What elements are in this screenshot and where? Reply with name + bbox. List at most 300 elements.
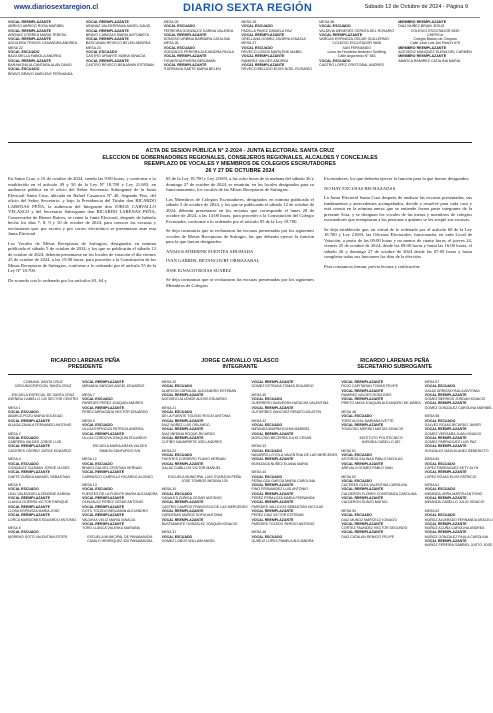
body-column: [166, 176, 314, 356]
role-label: VOCAL REEMPLAZANTE: [341, 397, 384, 402]
text-line: MESA 12: [82, 457, 97, 462]
role-label: VOCAL REEMPLAZANTE: [241, 54, 285, 59]
role-label: VOCAL REEMPLAZANTE: [341, 380, 384, 384]
signature-role: INTEGRANTE: [222, 364, 258, 371]
text-line: BAZA MELLA FABIOLA ANDREA: [8, 54, 62, 59]
text-line: La Junta Electoral Santa Cruz después de analizar las excusas presentadas, sus fundamentos y antecedentes acompañados, decide y resuelve para cada caso y está consta en la nómina anexa que se entiende forma parte integrante de la presente Acta, y se designan los vocales de las mesas y miembros de colegios escrutadores que reemplazan a las personas a quienes se les aceptó sus excusas.: [324, 195, 472, 222]
role-label: VOCAL ESCUADO: [161, 453, 193, 458]
text-line: MESA 30: [161, 487, 177, 492]
text-line: MIRANDA URRA MARTIN ANTONIO: [424, 491, 483, 496]
text-line: VALDIVIA MENESES CERNTA DEL ROSARIO: [319, 28, 395, 33]
text-line: De acuerdo con lo ordenado por los artículos 63, 64 y: [8, 277, 107, 283]
role-label: VOCAL REEMPLAZANTE: [161, 517, 204, 522]
text-line: GUTIERREZ SANCHEZ RENATO AGUSTIN: [251, 410, 322, 415]
text-line: CASTRO URIARTE MARIA IGNACIA: [85, 54, 146, 59]
text-line: GONZALEZ PEREZ CESAR ANTONIO: [82, 500, 144, 505]
text-line: CACERES OLEA VALENTINA CAROLINA: [341, 483, 408, 488]
role-label: VOCAL ESCUADO: [82, 487, 113, 492]
text-line: ALIAGA ZAVALA FERNANDO ANTONIO: [8, 422, 72, 427]
text-line: PEÑALOZA GARCIA MARIA CAROLINA: [251, 478, 315, 483]
text-line: ABRIGO ABRIGO ROSA MARIBEL: [8, 24, 65, 29]
role-label: VOCAL REEMPLAZANTE: [241, 32, 285, 37]
top-column: [8, 20, 82, 138]
role-label: VOCAL ESCUADO: [241, 24, 273, 29]
text-line: GOMEZ VERGARA JUAN IGNACIO: [424, 431, 482, 436]
role-label: VOCAL REEMPLAZANTE: [82, 470, 125, 475]
role-label: VOCAL ESCUADO: [163, 45, 196, 50]
text-line: ARENAS CORREA MARIA TERESA: [8, 32, 67, 37]
text-line: BRAVO CABEZAS MARIA ANTONIETA: [85, 32, 150, 37]
role-label: VOCAL REEMPLAZANTE: [85, 37, 129, 42]
text-line: GONZALEZ MAGUILANEZ BENEDICTO: [424, 448, 489, 453]
bottom-vocal-list: [8, 380, 493, 706]
role-label: VOCAL ESCUADO: [8, 461, 39, 466]
centered-line: IVAN GABRIEL BETANCOURT ORMAZABAL: [166, 258, 260, 263]
text-line: PEREZ ARRAGADA HECTOR EDUARDO: [82, 410, 149, 415]
text-line: Para constancia firman, previa lectura y ratificación:: [324, 263, 421, 269]
text-line: MESA 5: [8, 483, 21, 488]
role-label: VOCAL REEMPLAZANTE: [163, 54, 207, 59]
acta-title-line: 26 Y 27 DE OCTUBRE 2024: [205, 167, 275, 174]
signature: [163, 358, 318, 370]
text-line: CALDERON SUAZO MATIAS: [341, 500, 388, 505]
text-line: CACERES OSORIO JORGE EDUARDO: [8, 448, 72, 453]
acta-title-line: ACTA DE SESION PÚBLICA N° 2-2024 - JUNTA ELECTORAL SANTA CRUZ: [145, 148, 335, 154]
page-header: [0, 0, 480, 18]
text-line: ULLOA ESPINOZA PATRICIA ANDREA: [82, 427, 144, 432]
text-line: PEREZ PEÑALOZA MARIA FERNANDA: [251, 496, 315, 501]
text-line: MESA 21: [161, 405, 177, 410]
page-date: Sábado 12 de Octubre de 2024 - Página 9: [364, 4, 468, 10]
text-line: ABARCA POZO MARIA SOLEDAD: [8, 414, 63, 419]
role-label: VOCAL ESCUADO: [251, 534, 283, 539]
role-label: VOCAL REEMPLAZANTE: [82, 405, 125, 410]
text-line: AREVALO GOMEZ PABLO IVAN: [341, 465, 393, 470]
text-line: GALAZ ARRIATA PAULA ANTONIA: [424, 388, 480, 393]
text-line: MESA 46: [251, 530, 267, 535]
role-label: VOCAL REEMPLAZANTE: [341, 487, 384, 492]
role-label: VOCAL ESCUADO: [8, 435, 39, 440]
text-line: MUÑOZ ALVARADO FERNANDA ARACELI: [424, 517, 493, 522]
bottom-column: [341, 380, 420, 706]
top-column: [86, 20, 160, 138]
text-line: TORO ALVIAL MARIANA IVETTE: [341, 418, 394, 423]
acta-body: [8, 176, 472, 356]
text-line: DIAZ NUÑEZ LUIS ORLANDO: [161, 422, 210, 427]
text-line: PAREDES VALLEJOS SEBASTIAN NICOLAS: [251, 504, 324, 509]
acta-title: [8, 142, 472, 174]
signature: [317, 358, 472, 370]
role-label: VOCAL ESCUADO: [161, 491, 193, 496]
centered-line: Calle Argomedo N° 583: [337, 54, 376, 59]
centered-line: Colegio Blasco de Chepica: [413, 37, 457, 42]
role-label: VOCAL REEMPLAZANTE: [251, 405, 294, 410]
text-line: MESA 54: [341, 508, 356, 513]
text-line: DIAZ MEDINA ROQUE RICARDO: [161, 431, 215, 436]
text-line: MESA 37: [241, 41, 257, 46]
site-url[interactable]: www.diariosextaregion.cl: [14, 4, 99, 11]
signature-name: RICARDO LARENAS PEÑA: [360, 358, 430, 364]
text-line: TONCOSO MERINO MATIAS IGNACIO: [341, 427, 404, 432]
role-label: VOCAL REEMPLAZANTE: [8, 37, 52, 42]
text-line: MESA 43: [251, 444, 267, 449]
text-line: PRIETO MAYA JOAQUIN ALEJANDRO DE MARIA: [341, 401, 421, 406]
centered-line: Liceo de Hombres Neandro Schilling: [327, 50, 386, 55]
centered-line: RAMON SANFURGO S/N: [99, 448, 141, 453]
bottom-column: [8, 380, 78, 706]
acta-title-line: ELECCION DE GOBERNADORES REGIONALES, CONSEJEROS REGIONALES, ALCALDES Y CONCEJALES: [102, 154, 378, 161]
text-line: MUÑOZ GONZALEZ PAULA CAROLINA: [424, 534, 489, 539]
text-line: MESA 1: [8, 405, 21, 410]
centered-line: CIRCUNSCRIPCION: SANTA CRUZ: [14, 384, 72, 389]
role-label: VOCAL ESCUADO: [341, 414, 372, 419]
text-line: ORELLANA GOMEZ JAVIERA IGNACIA: [241, 37, 306, 42]
centered-line: ESCUELA ESPECIAL DE SANTA CRUZ: [11, 392, 75, 397]
text-line: MESA 61: [424, 483, 440, 488]
text-line: CASTRO LOPEZ CRISTOBAL ANDRES: [319, 62, 384, 67]
text-line: LORCA MARDONES EDUARDO ANTONIO: [8, 517, 77, 522]
role-label: VOCAL REEMPLAZANTE: [8, 496, 50, 501]
text-line: MOSCOSO BECERRA JULIO CESAR: [251, 435, 312, 440]
text-line: GONZALEZ PEREIRA ALEJANDRA PAOLA: [163, 50, 235, 55]
role-label: VOCAL REEMPLAZANTE: [8, 504, 50, 509]
centered-line: CAMILO HENRIQUEZ 420 PANAMAVIDA: [87, 538, 153, 543]
role-label: VOCAL REEMPLAZANTE: [161, 435, 204, 440]
role-label: VOCAL REEMPLAZANTE: [8, 58, 52, 63]
role-label: VOCAL REEMPLAZANTE: [424, 496, 467, 501]
role-label: VOCAL ESCUADO: [82, 397, 113, 402]
signature-block: [8, 358, 472, 375]
signature-role: PRESIDENTE: [68, 364, 103, 371]
text-line: QUIROZ LOPEZ PAMELA ALEJANDRA: [251, 538, 314, 543]
text-line: MESA 57: [424, 380, 440, 384]
text-line: DONOSO URBINA BARBARA CATALINA: [163, 37, 230, 42]
text-line: GOTO TOLEDO BENJAMIN ALEJANDRO: [82, 508, 149, 513]
role-label: VOCAL REEMPLAZANTE: [424, 435, 467, 440]
role-label: VOCAL REEMPLAZANTE: [161, 500, 204, 505]
role-label: VOCAL REEMPLAZANTE: [424, 392, 467, 397]
text-line: CALDERON FLORES CONSTANZA CAROLINA: [341, 491, 417, 496]
centered-line: COLEGIO ESCUTADOR 0630: [410, 28, 460, 33]
text-line: GONZALEZ GUZMAN JORGE ULISES: [8, 465, 70, 470]
role-label: VOCAL REEMPLAZANTE: [8, 28, 52, 33]
text-line: Los Vocales de Mesas Receptoras de Sufragios, designados en nómina publicada el sábado 5 de octubre de 2024, y los que se publicarán el sábado 12 de octubre de 2024, deberán presentarse en los locales de votación el día viernes 25 de octubre de 2024, a las 15:00 horas, para proceder a la Constitución de las Mesas Receptoras de Sufragios, conforme a lo ordenado por el artículo 55 de la Ley Nº 18.700.: [8, 240, 156, 273]
text-line: BARAHONA ALCANTARA ALAN DAVID: [8, 62, 72, 67]
role-label: MIEMBRO REEMPLAZANTE: [398, 45, 447, 50]
role-label: VOCAL REEMPLAZANTE: [163, 32, 207, 37]
text-line: MUÑOZ PEREIRA GABRIEL JUSTO JOSE: [424, 543, 493, 548]
role-label: VOCAL ESCUADO: [8, 410, 39, 415]
role-label: VOCAL ESCUADO: [424, 487, 456, 492]
role-label: VOCAL ESCUADO: [424, 384, 456, 389]
centered-line: AVENIDA CABELLO 133 SECTOR CENTRO: [8, 397, 79, 402]
body-column: [324, 176, 472, 356]
text-line: GOMEZ BERRIOS JORDAN IGNACIO: [424, 397, 486, 402]
bottom-column: [162, 380, 248, 706]
role-label: VOCAL REEMPLAZANTE: [251, 500, 294, 505]
text-line: MESA 13: [82, 483, 97, 488]
role-label: VOCAL ESCUADO: [319, 24, 351, 29]
centered-line: NO HAY EXCUSAS RECHAZADAS: [324, 185, 396, 191]
centered-line: ESCUELA MARIA ARAYA VALDES: [92, 444, 148, 449]
role-label: VOCAL REEMPLAZANTE: [251, 491, 294, 496]
role-label: VOCAL REEMPLAZANTE: [424, 444, 467, 449]
role-label: VOCAL ESCUADO: [251, 422, 283, 427]
text-line: MESA 6: [8, 526, 21, 531]
role-label: VOCAL REEMPLAZANTE: [161, 461, 204, 466]
role-label: VOCAL ESCUADO: [85, 50, 118, 55]
role-label: VOCAL ESCUADO: [251, 397, 283, 402]
role-label: VOCAL ESCUADO: [8, 530, 39, 535]
text-line: CASTRO CAMPOS FRANCISCA DE LAS MERCEDES: [161, 504, 248, 509]
bottom-column: [252, 380, 338, 706]
role-label: VOCAL REEMPLAZANTE: [251, 431, 294, 436]
text-line: MESA 31: [161, 530, 177, 535]
text-line: MORENO SOTO VALENTINA ESTER: [8, 534, 68, 539]
top-column: [164, 20, 238, 138]
text-line: MESA 42: [251, 418, 267, 423]
text-line: Escrutadores, los que deberán ejercer la función para la que fueron designados:: [324, 176, 470, 181]
text-line: MESA 22: [161, 448, 177, 453]
text-line: BUSTAMANTE GONZALEZ JOAQUIN IGNACIO: [161, 521, 238, 526]
text-line: MESA 9: [82, 418, 95, 423]
text-line: PAREDES PEREZ JOAQUIN ANDRES: [82, 401, 144, 406]
role-label: VOCAL ESCUADO: [161, 534, 193, 539]
newspaper-brand: DIARIO SEXTA REGIÓN: [183, 2, 313, 14]
role-label: VOCAL ESCUADO: [8, 50, 40, 55]
role-label: VOCAL REEMPLAZANTE: [8, 444, 50, 449]
role-label: VOCAL REEMPLAZANTE: [85, 58, 129, 63]
text-line: MESA 58: [424, 414, 440, 419]
text-line: ABARCA RAMIREZ CATALINA MARIA: [398, 58, 461, 63]
centered-line: ESCUELA MUNICIPAL DE PANAMAVIDA: [87, 534, 153, 539]
role-label: VOCAL REEMPLAZANTE: [251, 457, 294, 462]
text-line: NAVARRO LOYOLA VALENTINA DE LAS MERCEDES: [251, 453, 338, 458]
role-label: VOCAL REEMPLAZANTE: [8, 20, 52, 24]
role-label: VOCAL ESCUADO: [424, 418, 456, 423]
text-line: REVECO LOBOS MARILENE MABEL: [241, 50, 303, 55]
role-label: VOCAL ESCUADO: [82, 422, 113, 427]
text-line: MESA 52: [341, 474, 356, 479]
text-line: FIGUEROA RIVERA BENJAMIN: [163, 58, 216, 63]
centered-line: COMUNA: SANTA CRUZ: [23, 380, 63, 384]
text-line: DIAZ MUNOZ MARCELO IGNACIO: [341, 517, 398, 522]
text-line: LLOSA ESPINOZA MARIA JOSE: [8, 508, 60, 513]
role-label: VOCAL REEMPLAZANTE: [319, 32, 363, 37]
text-line: MUNIZAGA NUÑEZ ELIANA MARIA: [251, 461, 309, 466]
top-column: [241, 20, 315, 138]
role-label: VOCAL ESCUADO: [241, 45, 273, 50]
centered-line: INSTITUTO POLITECNICO: [359, 435, 403, 440]
role-label: VOCAL REEMPLAZANTE: [424, 521, 467, 526]
centered-line: JOSE TOMBOS MEDINA 130: [181, 478, 228, 483]
text-line: GALAZ CUBILLOS VICTOR MANUEL: [161, 465, 222, 470]
signature: [8, 358, 163, 370]
role-label: VOCAL REEMPLAZANTE: [82, 431, 125, 436]
centered-line: CHEPICA: [427, 32, 444, 37]
role-label: VOCAL ESCUADO: [82, 461, 113, 466]
role-label: VOCAL REEMPLAZANTE: [82, 496, 125, 501]
role-label: VOCAL ESCUADO: [8, 67, 40, 72]
text-line: FERREIRA GONZALEZ KARINA VALESKA: [163, 28, 234, 33]
text-line: Se deja constancia que se rechazaron las excusas presentadas por los siguientes Miembros de Colegios: [166, 277, 314, 288]
signature-name: JORGE CARVALLO VELASCO: [201, 358, 279, 364]
role-label: VOCAL REEMPLAZANTE: [251, 380, 294, 384]
role-label: VOCAL ESCUADO: [163, 24, 196, 29]
role-label: VOCAL REEMPLAZANTE: [341, 521, 384, 526]
role-label: VOCAL REEMPLAZANTE: [161, 508, 204, 513]
role-label: VOCAL REEMPLAZANTE: [341, 530, 384, 535]
role-label: MIEMBRO REEMPLAZANTE: [398, 20, 447, 24]
bottom-column: [425, 380, 493, 706]
text-line: ACEVEDO MANQUEZ ELENA DEL CARMEN: [398, 50, 472, 55]
text-line: FUENTES DE LA FUENTE MARIA ALEJANDRA: [82, 491, 158, 496]
centered-line: Calle José Luis Del Real N 679: [410, 41, 460, 46]
text-line: GOMEZ GONZALEZ CAROLINA MARIBEL: [424, 405, 493, 410]
role-label: VOCAL REEMPLAZANTE: [341, 496, 384, 501]
top-vocal-list: [8, 20, 472, 138]
text-line: Se deja constancia que se rechazaron las excusas presentadas por los siguientes vocales de Mesas Receptoras de Sufragio, las que deberán ejercer la función para la que fueron designados:: [166, 228, 314, 244]
text-line: En Santa Cruz, a 10 de octubre de 2024, siendo las 9:00 horas, y conforme a lo establecido en el artículo 49 y 50 de la Ley Nº 18.700 y Ley 21.693, en audiencia pública en el oficio del Señor Secretario Subrogante de la Junta Electoral Santa Cruz, ubicada en Rafael Casanova Nº 40, Segundo Piso, del oficio del Señor Secretario, y bajo la Presidencia del Titular don RICARDO LARENAS PEÑA, la audiencia del Integrante don JORGE CARVALLO VELASCO y del Secretario Subrogante don RICARDO LARENAS PEÑA, Conservador de Bienes Raíces, se reúne la Junta Electoral, después de haberlo hecho los días 7, 8, 9 y 10 de octubre de 2024, para conocer las excusas y exclusiones que, por escrito y por correo electrónico se presentaron ante esta Junta Electoral.: [8, 176, 156, 236]
role-label: VOCAL REEMPLAZANTE: [424, 538, 467, 543]
text-line: LLANCA GUERRA VICTOR ENRIQUE: [8, 500, 69, 505]
text-line: PEREZ DIAZ VICTOR ESTEBAN: [251, 513, 304, 518]
text-line: MESA 2: [8, 431, 21, 436]
role-label: VOCAL REEMPLAZANTE: [85, 28, 129, 33]
role-label: VOCAL REEMPLAZANTE: [8, 513, 50, 518]
centered-line: JOSE IGNACIO ROJAS SUAREZ: [166, 267, 232, 273]
role-label: VOCAL REEMPLAZANTE: [341, 461, 384, 466]
text-line: MESA 26: [163, 41, 179, 46]
text-line: MUÑOZ ACUÑA CAROLINA ANDREA: [424, 526, 485, 531]
text-line: LEAL VALENZUELA ZENOBIE KARINA: [8, 491, 71, 496]
text-line: MESA 38: [319, 20, 335, 24]
text-line: CUTIÑO NAVARRETE JOEL ANDRES: [161, 440, 222, 445]
text-line: MIRANDA CABELLO JULIO IGNACIO: [424, 500, 485, 505]
role-label: VOCAL REEMPLAZANTE: [424, 530, 467, 535]
text-line: CASTRO REVECO BENJAMIN ESTEBAN: [85, 62, 154, 67]
role-label: VOCAL REEMPLAZANTE: [161, 392, 204, 397]
text-line: AGUILERA TRIGOS CASANDRA ANDREA: [8, 41, 78, 46]
role-label: MIEMBRO REEMPLAZANTE: [398, 54, 447, 59]
text-line: MESA 35: [241, 20, 257, 24]
text-line: FUENTES CORDERO FLAVIO HERNAN: [161, 457, 226, 462]
text-line: CARRASCO CARRILLO RICARDO ALONSO: [82, 474, 153, 479]
text-line: MIRANDA VARGAS ANGEL EDUARDO: [82, 384, 145, 389]
role-label: VOCAL ESCUADO: [424, 461, 456, 466]
text-line: CABRERA VALDES JORGE LUIS: [8, 440, 62, 445]
centered-line: ANAIS KATHERINE FUENTES AHUMADA: [166, 248, 254, 254]
bottom-column: [82, 380, 157, 706]
text-line: PADILLA PAVEZ DANIELA PAZ: [241, 28, 292, 33]
centered-line: ESCUELA MUNICIPAL LUIS OYARZUN PEÑA: [168, 474, 241, 479]
text-line: MESA 44: [251, 470, 267, 475]
role-label: VOCAL REEMPLAZANTE: [251, 508, 294, 513]
role-label: VOCAL ESCUADO: [341, 513, 372, 518]
role-label: VOCAL ESCUADO: [341, 453, 372, 458]
signature-role: SECRETARIO SUBROGANTE: [357, 364, 433, 371]
role-label: VOCAL REEMPLAZANTE: [424, 470, 467, 475]
role-label: VOCAL REEMPLAZANTE: [82, 504, 125, 509]
text-line: LOPEZ PARRAGUEZ KETY ALYN: [424, 465, 479, 470]
role-label: VOCAL REEMPLAZANTE: [241, 62, 285, 67]
text-line: REVECO BELLIDO ELVIS NOEL ROSARIO: [241, 67, 312, 72]
role-label: VOCAL REEMPLAZANTE: [82, 513, 125, 518]
text-line: GOMEZ LOBOS WILLIAM ANGEL: [161, 538, 216, 543]
text-line: ARANAZ VALDERRAMA ANGEL DAVID: [85, 24, 151, 29]
text-line: MESA 22: [8, 45, 23, 50]
role-label: VOCAL REEMPLAZANTE: [82, 521, 125, 526]
text-line: BRAVO BRAVO MARLENY FERNANDA: [8, 71, 73, 76]
text-line: BASCUNAN REVECO BELEN ANDREA: [85, 41, 151, 46]
role-label: VOCAL ESCUADO: [424, 513, 456, 518]
text-line: ROJO CAPITARAN TOMAS FELIPE: [341, 384, 399, 389]
text-line: BRAVO GALVEZ CRISTIAN HERNAN: [82, 465, 142, 470]
text-line: GOMEZ PARRAGUEZ LUIS PAZ: [424, 440, 477, 445]
role-label: VOCAL REEMPLAZANTE: [82, 380, 125, 384]
top-column: [398, 20, 472, 138]
text-line: GUERRERO SAAVEDRA NATACHA VALENTINA: [251, 401, 329, 406]
role-label: VOCAL REEMPLAZANTE: [341, 388, 384, 393]
text-line: Los Miembros de Colegios Escrutadores, designados en nómina publicada el sábado 5 de octubre de 2024, y los que se publicarán el sábado 12 de octubre de 2024, deberán presentarse en los recintos que corresponde el lunes 28 de octubre de 2024, a las 14:00 horas, para proceder a la Constitución del Colegio Escrutador, conforme a lo ordenado por el artículo 95 de la Ley 18.700.: [166, 196, 314, 224]
centered-line: AVENIDA CABELLO 487: [361, 440, 401, 445]
role-label: VOCAL ESCUADO: [161, 384, 193, 389]
text-line: MESA 20: [161, 380, 177, 384]
text-line: DIAZ CATALAN RENATO FELIPE: [341, 534, 395, 539]
text-line: MESA 62: [424, 508, 440, 513]
role-label: VOCAL ESCUADO: [319, 58, 351, 63]
role-label: VOCAL ESCUADO: [251, 448, 283, 453]
text-line: MESA 25: [163, 20, 179, 24]
text-line: RAMIREZ VALDES ROSA INES: [341, 392, 392, 397]
text-line: ALARCON CARVAJAL ALEJANDRO ESTEBAN: [161, 388, 237, 393]
role-label: VOCAL REEMPLAZANTE: [424, 427, 467, 432]
text-line: CANALES ZUÑIGA CESAR ANTONIO: [161, 496, 222, 501]
text-line: ITURRIAGA SAETE MARIA BELEN: [163, 67, 221, 72]
text-line: Se deja establecido que, en virtud de lo ordenado por el artículo 60 de la Ley 18.700 y Ley 21693, las Oficinas Electorales, funcionarán, en cada Local de Votación, a partir de las 09:00 horas y no menos de cuatro horas, el jueves 24, viernes 25 de octubre de 2024, desde las 09:00 horas y hasta las 16:00 horas, el sábado 26 y domingo 27 de octubre de 2024 desde las 07:00 horas y hasta completar todas sus funciones los días de la elección.: [324, 226, 472, 259]
text-line: MESA 48: [341, 410, 356, 415]
text-line: GALVEZ ROJAS RICARDO JAVIER: [424, 422, 481, 427]
text-line: 65 de la Ley 18.700 y Ley 21693, a las ocho horas de la mañana del sábado 26 y domingo 27 de octubre de 2024, se reunirán, en los locales designados para su funcionamiento, los vocales de las Mesas Receptoras de Sufragios.: [166, 176, 314, 192]
role-label: VOCAL REEMPLAZANTE: [251, 483, 294, 488]
role-label: VOCAL REEMPLAZANTE: [341, 422, 384, 427]
signature-name: RICARDO LARENAS PEÑA: [50, 358, 120, 364]
top-column: [319, 20, 394, 138]
role-label: VOCAL ESCUADO: [161, 410, 193, 415]
role-label: VOCAL REEMPLAZANTE: [8, 418, 50, 423]
text-line: ACEVEDO ALLENDE ALEXIS EDUARDO: [161, 397, 227, 402]
acta-title-line: REEMPLAZO DE VOCALES Y MIEMBROS DE COLEGIOS ESCRUTADORES: [144, 161, 336, 167]
role-label: VOCAL REEMPLAZANTE: [424, 401, 467, 406]
text-line: DE LA FUENTE TOLEDO ROCIO ANTONIA: [161, 414, 231, 419]
text-line: MESA 60: [424, 457, 440, 462]
text-line: PINO FERNANDEZ LUIS ANTONIO: [251, 487, 308, 492]
text-line: MESA 51: [341, 448, 356, 453]
body-column: [8, 176, 156, 356]
text-line: ASTORGA SALINAS PABLO NICOLAS: [341, 457, 403, 462]
text-line: DIAZ NUÑEZ BRIAN JESUS: [398, 24, 445, 29]
role-label: VOCAL REEMPLAZANTE: [161, 418, 204, 423]
text-line: GOMEZ ESTRADA TOMAS EDUARDO: [251, 384, 314, 389]
text-line: MIRANDA IBARRA ELENA MARIBEL: [251, 427, 310, 432]
text-line: TORO LLANCA VALESKA MARIANA: [82, 526, 140, 531]
text-line: GAETE ZUÑIGA MANUEL SEBASTIAN: [8, 474, 70, 479]
role-label: VOCAL REEMPLAZANTE: [85, 20, 129, 24]
role-label: VOCAL ESCUADO: [251, 474, 283, 479]
text-line: PAREDES TOLEDO SERGIO ANTONIO: [251, 521, 315, 526]
text-line: CORTEZ FAUNDEZ HECTOR SEGUNDO: [341, 526, 408, 531]
text-line: ULLOA CORDOVA JOAQUIN EDUARDO: [82, 435, 147, 440]
